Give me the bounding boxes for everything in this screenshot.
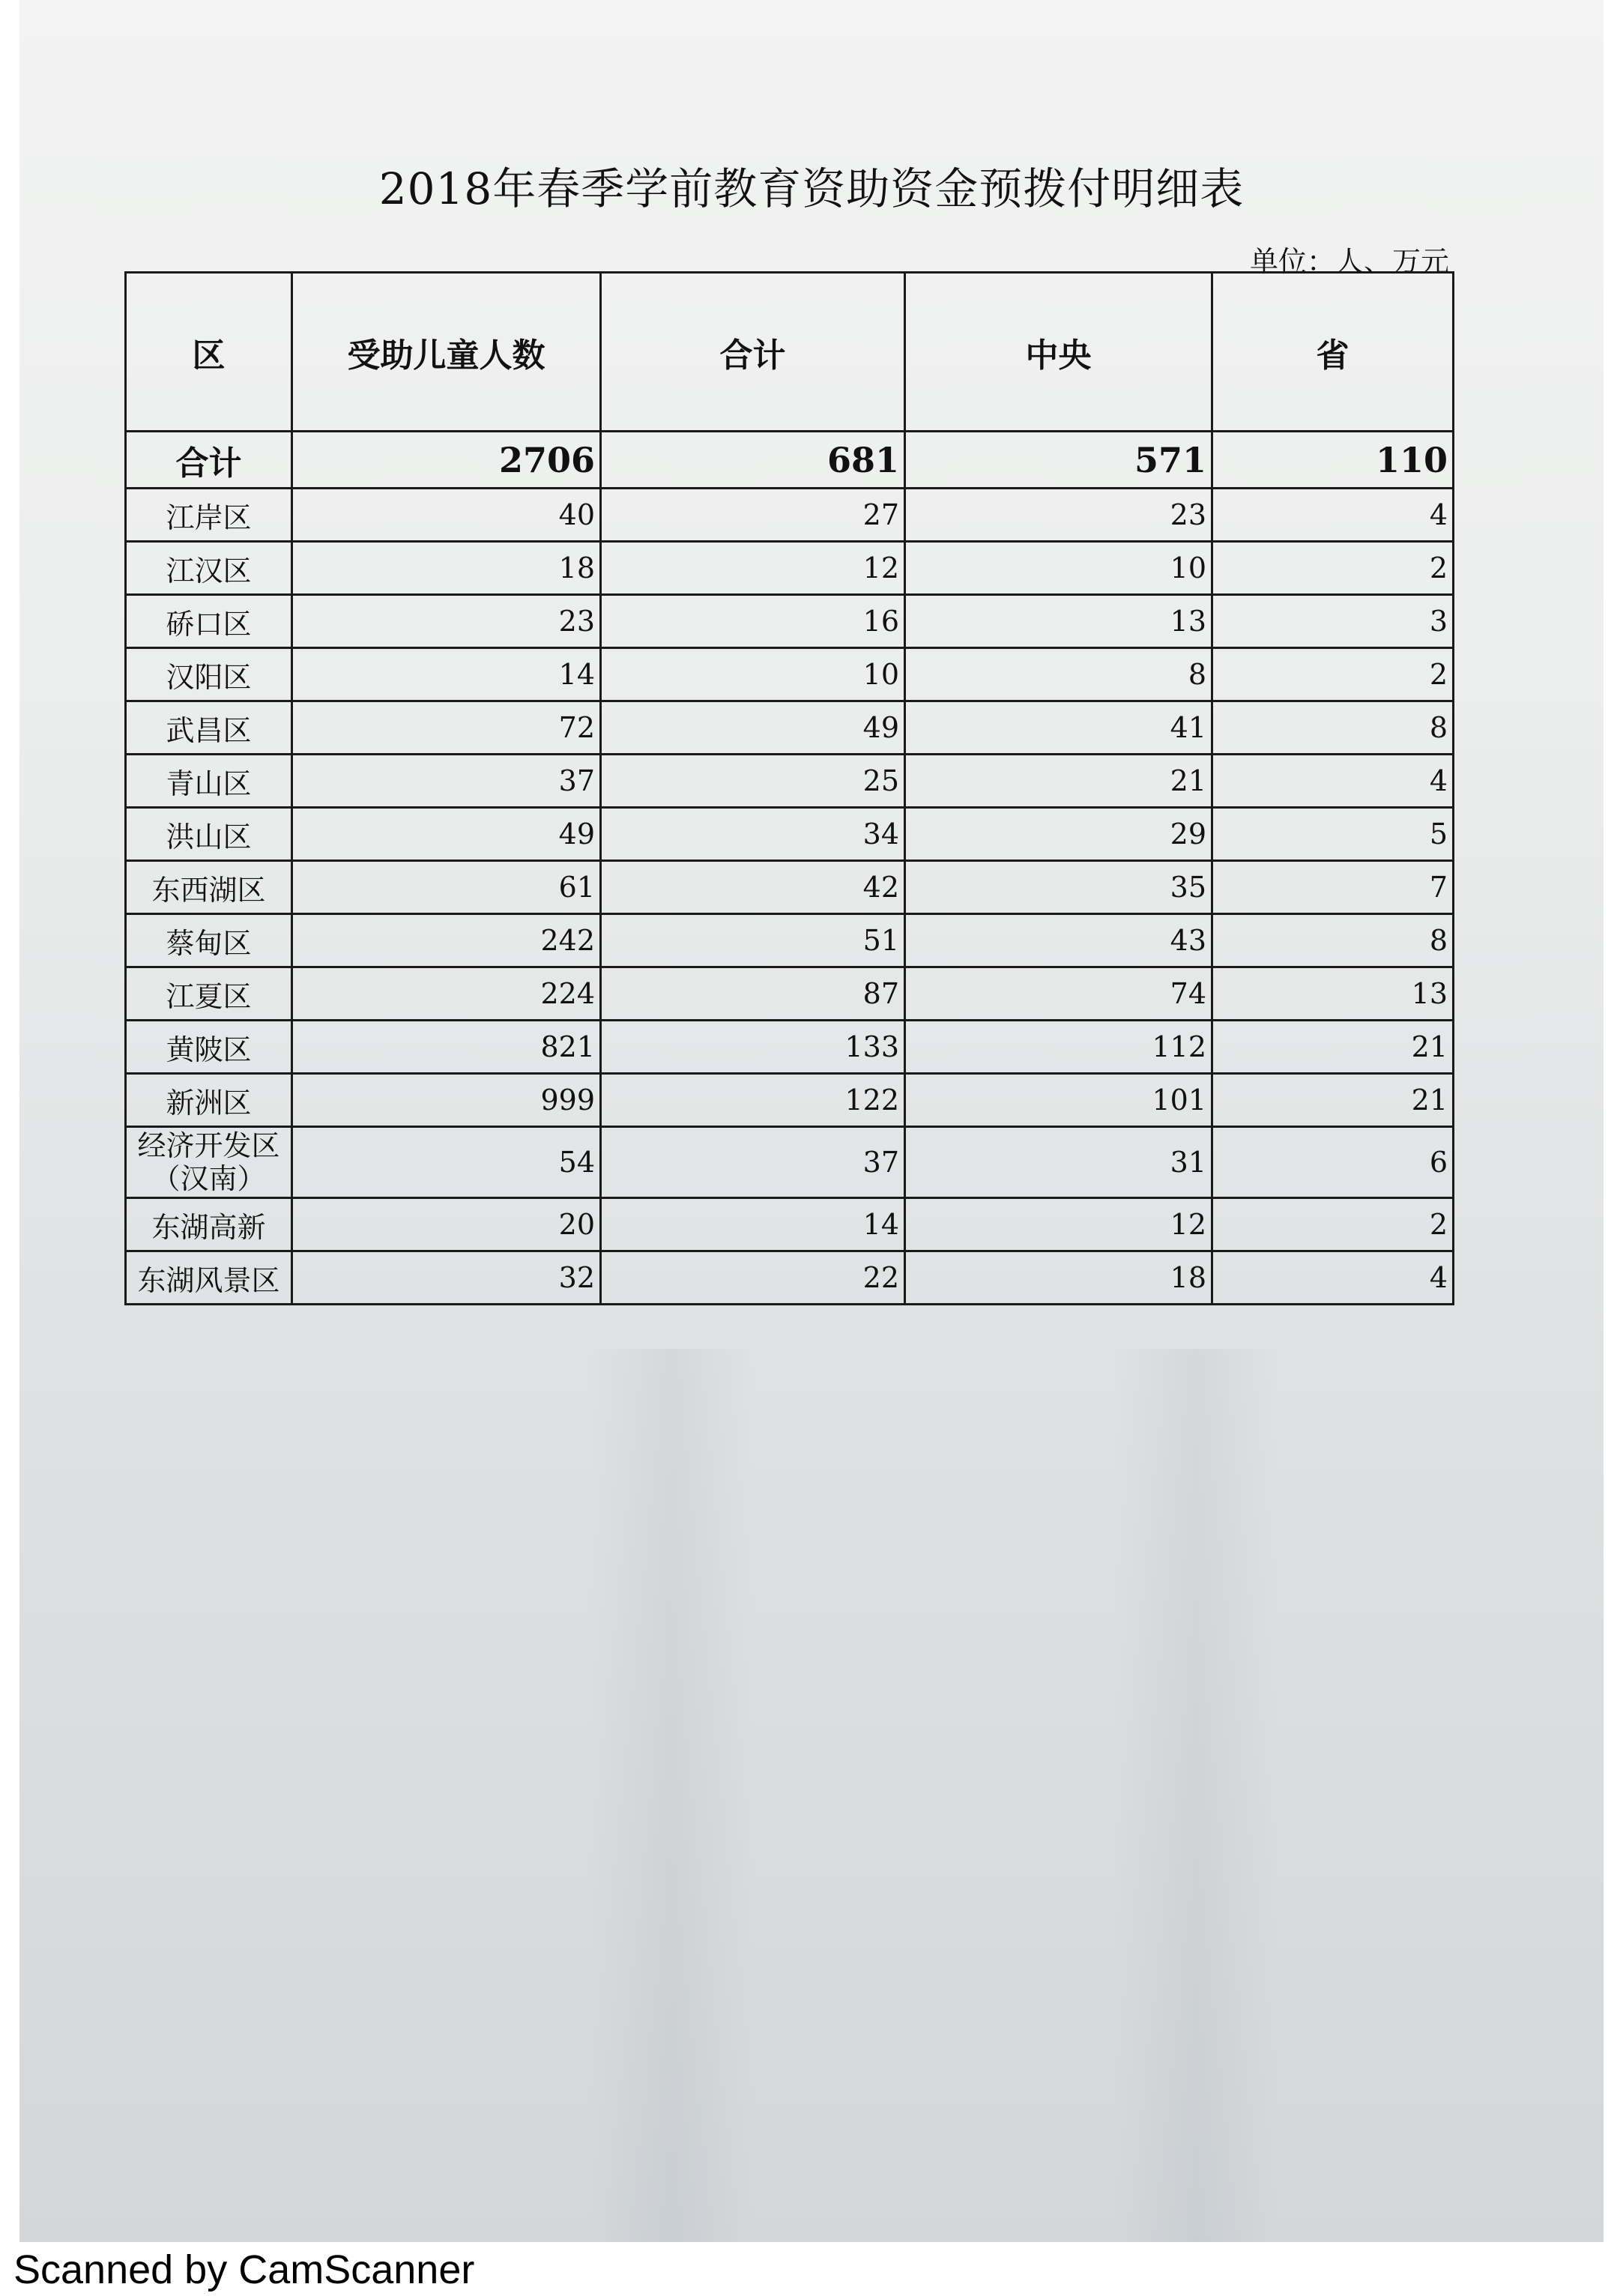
district-name-line: 新洲区: [166, 1086, 252, 1120]
table-row: [126, 489, 1454, 542]
cell-province: 2: [1212, 542, 1454, 595]
header-sum: 合计: [601, 273, 905, 432]
cell-province: 4: [1212, 1251, 1454, 1305]
district-name-line: 经济开发区: [137, 1129, 280, 1162]
district-name-line: （汉南）: [151, 1162, 266, 1195]
cell-sum: 34: [601, 808, 905, 861]
scan-shadow: [589, 1349, 754, 2242]
district-name-line: 硚口区: [166, 607, 252, 641]
cell-province: 4: [1212, 755, 1454, 808]
cell-children: 61: [292, 861, 601, 914]
cell-sum: 133: [601, 1021, 905, 1074]
table-header-row: [126, 273, 1454, 432]
district-name: [126, 967, 292, 1021]
cell-sum: 12: [601, 542, 905, 595]
cell-children: 32: [292, 1251, 601, 1305]
cell-sum: 51: [601, 914, 905, 967]
cell-sum: 87: [601, 967, 905, 1021]
cell-sum: 25: [601, 755, 905, 808]
table-row: [126, 542, 1454, 595]
district-name: [126, 542, 292, 595]
table-row: [126, 861, 1454, 914]
district-name-line: 东西湖区: [151, 873, 266, 907]
table-row: [126, 967, 1454, 1021]
district-name: [126, 1198, 292, 1251]
cell-central: 8: [905, 648, 1212, 701]
cell-central: 31: [905, 1127, 1212, 1198]
cell-children: 14: [292, 648, 601, 701]
cell-children: 37: [292, 755, 601, 808]
cell-province: 6: [1212, 1127, 1454, 1198]
cell-children: 18: [292, 542, 601, 595]
cell-children: 54: [292, 1127, 601, 1198]
allocation-table: [124, 271, 1454, 1305]
district-name: [126, 755, 292, 808]
district-name: [126, 648, 292, 701]
table-row: [126, 755, 1454, 808]
total-sum: 681: [601, 432, 905, 489]
cell-sum: 42: [601, 861, 905, 914]
district-name: [126, 1127, 292, 1198]
cell-province: 13: [1212, 967, 1454, 1021]
table-row: [126, 701, 1454, 755]
table-row: [126, 648, 1454, 701]
header-province: 省: [1212, 273, 1454, 432]
table-row: [126, 595, 1454, 648]
cell-children: 821: [292, 1021, 601, 1074]
unit-label: 单位：人、万元: [1249, 245, 1449, 278]
cell-children: 40: [292, 489, 601, 542]
cell-province: 8: [1212, 914, 1454, 967]
table-row: [126, 808, 1454, 861]
district-name-line: 东湖高新: [151, 1210, 266, 1244]
cell-province: 5: [1212, 808, 1454, 861]
total-children: 2706: [292, 432, 601, 489]
cell-province: 3: [1212, 595, 1454, 648]
district-name-line: 武昌区: [166, 713, 252, 747]
cell-children: 49: [292, 808, 601, 861]
scanner-watermark: Scanned by CamScanner: [13, 2247, 475, 2292]
cell-sum: 10: [601, 648, 905, 701]
cell-central: 41: [905, 701, 1212, 755]
cell-central: 12: [905, 1198, 1212, 1251]
table-row: [126, 1021, 1454, 1074]
cell-children: 20: [292, 1198, 601, 1251]
cell-central: 13: [905, 595, 1212, 648]
table-row: [126, 914, 1454, 967]
cell-central: 74: [905, 967, 1212, 1021]
cell-sum: 49: [601, 701, 905, 755]
table-row: [126, 1127, 1454, 1198]
district-name-line: 洪山区: [166, 820, 252, 854]
cell-children: 23: [292, 595, 601, 648]
cell-central: 18: [905, 1251, 1212, 1305]
cell-children: 999: [292, 1074, 601, 1127]
district-name-line: 青山区: [166, 767, 252, 800]
cell-sum: 22: [601, 1251, 905, 1305]
table-row: [126, 1198, 1454, 1251]
district-name: [126, 701, 292, 755]
district-name: [126, 489, 292, 542]
cell-central: 29: [905, 808, 1212, 861]
cell-children: 224: [292, 967, 601, 1021]
district-name-line: 蔡甸区: [166, 926, 252, 960]
cell-central: 10: [905, 542, 1212, 595]
district-name: [126, 1074, 292, 1127]
district-name-line: 黄陂区: [166, 1033, 252, 1066]
header-central: 中央: [905, 273, 1212, 432]
cell-central: 112: [905, 1021, 1212, 1074]
district-name-line: 江岸区: [166, 501, 252, 534]
district-name: [126, 1021, 292, 1074]
total-central: 571: [905, 432, 1212, 489]
cell-province: 2: [1212, 1198, 1454, 1251]
page-title: 2018年春季学前教育资助资金预拨付明细表: [378, 163, 1245, 214]
table-row: [126, 1074, 1454, 1127]
header-district: 区: [126, 273, 292, 432]
header-children: 受助儿童人数: [292, 273, 601, 432]
cell-sum: 27: [601, 489, 905, 542]
cell-children: 242: [292, 914, 601, 967]
table-row: [126, 1251, 1454, 1305]
cell-province: 8: [1212, 701, 1454, 755]
district-name: [126, 595, 292, 648]
cell-sum: 37: [601, 1127, 905, 1198]
district-name: [126, 1251, 292, 1305]
cell-province: 2: [1212, 648, 1454, 701]
district-name: [126, 861, 292, 914]
total-province: 110: [1212, 432, 1454, 489]
cell-central: 43: [905, 914, 1212, 967]
district-name-line: 东湖风景区: [137, 1263, 280, 1297]
cell-central: 23: [905, 489, 1212, 542]
cell-sum: 16: [601, 595, 905, 648]
cell-central: 101: [905, 1074, 1212, 1127]
total-row: [126, 432, 1454, 489]
cell-sum: 122: [601, 1074, 905, 1127]
cell-children: 72: [292, 701, 601, 755]
district-name-line: 江汉区: [166, 554, 252, 587]
cell-central: 35: [905, 861, 1212, 914]
district-name: [126, 808, 292, 861]
district-name-line: 汉阳区: [166, 660, 252, 694]
district-name: [126, 914, 292, 967]
cell-province: 7: [1212, 861, 1454, 914]
scan-shadow: [1113, 1349, 1278, 2242]
total-label: 合计: [126, 432, 292, 489]
cell-province: 4: [1212, 489, 1454, 542]
cell-sum: 14: [601, 1198, 905, 1251]
cell-province: 21: [1212, 1074, 1454, 1127]
cell-central: 21: [905, 755, 1212, 808]
district-name-line: 江夏区: [166, 979, 252, 1013]
cell-province: 21: [1212, 1021, 1454, 1074]
